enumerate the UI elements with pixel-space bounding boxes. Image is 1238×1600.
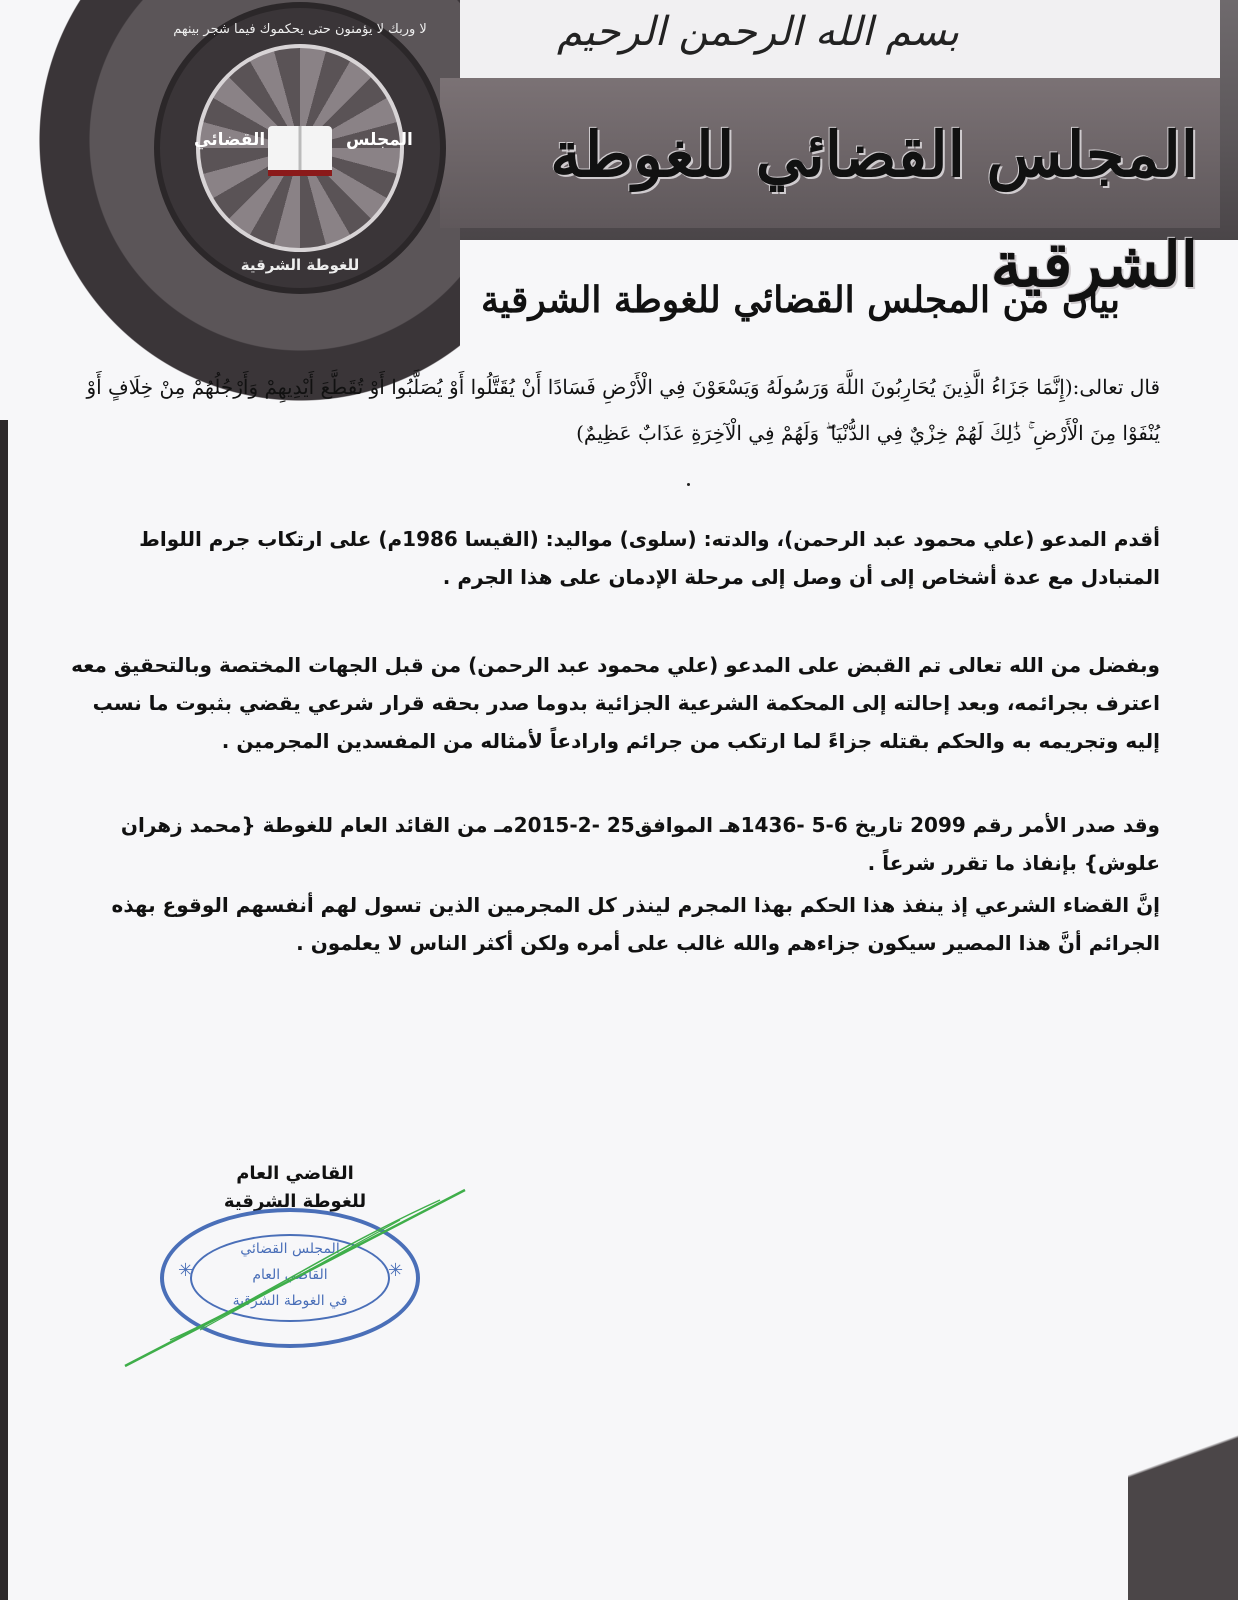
emblem-word-left: القضائي [194,130,266,150]
stamp-line-1: المجلس القضائي [240,1241,340,1257]
emblem-ring-top-text: لا وربك لا يؤمنون حتى يحكموك فيما شجر بينهم [173,22,427,37]
ink-dot [687,483,690,486]
council-emblem [160,8,440,288]
signer-region: للغوطة الشرقية [223,1191,367,1212]
bottom-corner-decoration [1128,1340,1238,1600]
stamp-inner-ring [190,1234,390,1322]
paragraph-warning: إنَّ القضاء الشرعي إذ ينفذ هذا الحكم بهذا المجرم لينذر كل المجرمين الذين تسول لهم أنفسهم الوقوع بهذه الجرائم أنَّ هذا المصير سيكون جزاءهم والله غالب على أمره ولكن أكثر الناس لا يعلمون . [111,893,1160,955]
statement-heading: بيان من المجلس القضائي للغوطة الشرقية [481,279,1120,321]
bismillah-calligraphy: بسم الله الرحمن الرحيم [556,9,960,55]
quran-verse: قال تعالى:(إِنَّمَا جَزَاءُ الَّذِينَ يُحَارِبُونَ اللَّهَ وَرَسُولَهُ وَيَسْعَوْنَ فِي الْأَرْضِ فَسَادًا أَنْ يُقَتَّلُوا أَوْ يُصَلَّبُوا أَوْ تُقَطَّعَ أَيْدِيهِمْ وَأَرْجُلُهُمْ مِنْ خِلَافٍ أَوْ يُنْفَوْا مِنَ الْأَرْضِ ۚ ذَٰلِكَ لَهُمْ خِزْيٌ فِي الدُّنْيَا ۖ وَلَهُمْ فِي الْآخِرَةِ عَذَابٌ عَظِيمٌ) [86,375,1160,445]
paragraph-arrest: وبفضل من الله تعالى تم القبض على المدعو (علي محمود عبد الرحمن) من قبل الجهات المختصة وبالتحقيق معه اعترف بجرائمه، وبعد إحالته إلى المحكمة الشرعية الجزائية بدوما صدر بحقه قرار شرعي يقضي بثبوت ما نسب إليه وتجريمه به والحكم بقتله جزاءً لما ارتكب من جرائم وارادعاً لأمثاله من المفسدين المجرمين . [71,653,1160,753]
stamp-line-2: القاضي العام [252,1267,328,1283]
council-title: المجلس القضائي للغوطة الشرقية [550,118,1198,301]
emblem-word-right: المجلس [346,130,413,150]
emblem-ring-bottom-text: للغوطة الشرقية [240,256,360,274]
paragraph-accusation: أقدم المدعو (علي محمود عبد الرحمن)، والدته: (سلوى) مواليد: (القيسا 1986م) على ارتكاب جرم اللواط المتبادل مع عدة أشخاص إلى أن وصل إلى مرحلة الإدمان على هذا الجرم . [139,527,1160,589]
book-icon [268,126,332,176]
signer-title: القاضي العام [236,1163,354,1184]
official-stamp [160,1208,420,1348]
star-icon: ✳ [178,1260,194,1281]
star-icon: ✳ [388,1260,404,1281]
paragraph-order: وقد صدر الأمر رقم 2099 تاريخ 6-5 -1436هـ الموافق25 -2-2015مـ من القائد العام للغوطة {محمد زهران علوش} بإنفاذ ما تقرر شرعاً . [120,813,1160,875]
stamp-line-3: في الغوطة الشرقية [232,1293,348,1309]
